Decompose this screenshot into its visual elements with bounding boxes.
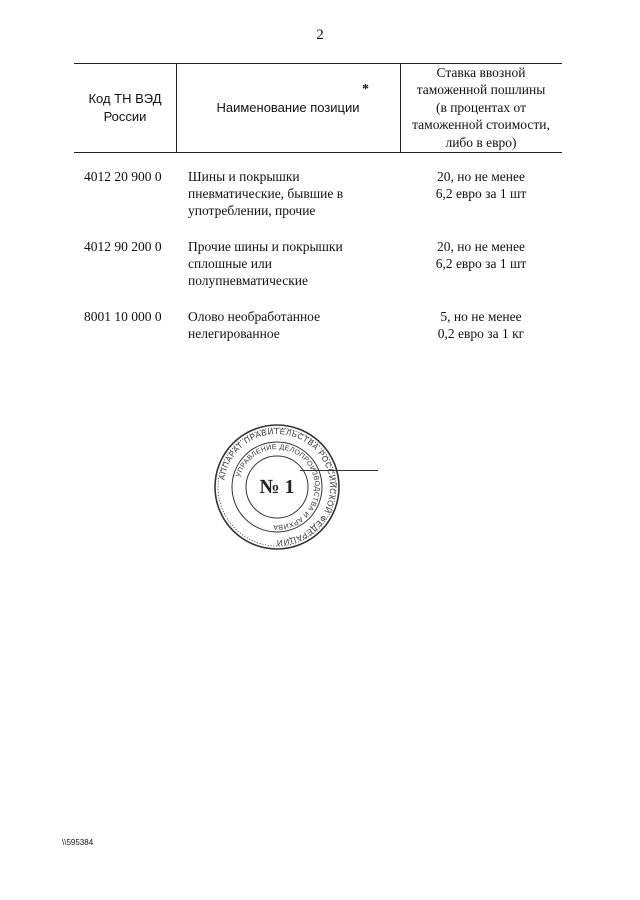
stamp-inner-textpath: УПРАВЛЕНИЕ ДЕЛОПРОИЗВОДСТВА И АРХИВА [235, 443, 321, 531]
row-name [188, 238, 388, 289]
row-name-line: нелегированное [188, 326, 280, 341]
header-rate-line: Ставка ввозной [436, 64, 526, 80]
row-name-line: пневматические, бывшие в [188, 186, 344, 201]
header-name-text: Наименование позиции [216, 99, 360, 115]
footer-document-code: \\595384 [62, 838, 94, 847]
header-code [74, 63, 176, 152]
header-rate-line: таможенной пошлины [416, 82, 546, 98]
header-rate [400, 63, 562, 152]
row-name-line: Прочие шины и покрышки [188, 239, 343, 254]
row-rate-line: 6,2 евро за 1 шт [435, 186, 527, 201]
row-name-line: сплошные или [188, 256, 272, 271]
page-number: 2 [316, 27, 324, 43]
header-code-line: России [103, 108, 147, 124]
row-name-line: Шины и покрышки [188, 169, 300, 184]
row-rate-line: 0,2 евро за 1 кг [437, 326, 525, 341]
row-name [188, 168, 388, 219]
header-code-line: Код ТН ВЭД [88, 90, 162, 106]
table-header-rule [74, 152, 562, 153]
row-rate [400, 238, 562, 272]
row-name-line: употреблении, прочие [188, 203, 316, 218]
row-rate [400, 308, 562, 342]
row-rate-line: 6,2 евро за 1 шт [435, 256, 527, 271]
header-rate-line: таможенной стоимости, [412, 117, 550, 133]
stamp-outer-textpath: АППАРАТ ПРАВИТЕЛЬСТВА РОССИЙСКОЙ ФЕДЕРАЦИИ [217, 426, 338, 548]
official-stamp [212, 422, 342, 552]
row-name-line: Олово необработанное [188, 309, 321, 324]
header-rate-line: либо в евро) [445, 134, 517, 150]
footnote-mark: * [362, 82, 369, 97]
row-rate-line: 5, но не менее [440, 309, 522, 324]
row-rate-line: 20, но не менее [437, 169, 525, 184]
row-name [188, 308, 388, 342]
row-code: 4012 90 200 0 [84, 239, 162, 254]
row-name-line: полупневматические [188, 273, 308, 288]
row-code: 4012 20 900 0 [84, 169, 162, 184]
row-rate-line: 20, но не менее [437, 239, 525, 254]
row-rate [400, 168, 562, 202]
row-code: 8001 10 000 0 [84, 309, 162, 324]
header-name [176, 63, 400, 152]
stamp-signature-line [300, 470, 378, 471]
stamp-center-number: № 1 [259, 476, 295, 498]
header-rate-line: (в процентах от [435, 99, 527, 115]
